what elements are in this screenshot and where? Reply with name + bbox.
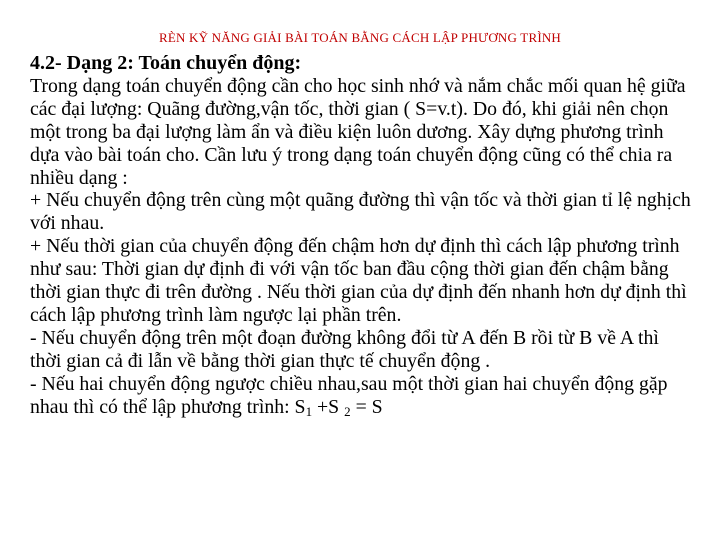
subscript-2: 2 (344, 403, 351, 419)
rule-opposite-directions (30, 373, 695, 424)
slide-content (30, 52, 695, 424)
section-heading: 4.2- Dạng 2: Toán chuyển động: (30, 52, 302, 74)
intro-paragraph: Trong dạng toán chuyển động cần cho học sinh nhớ và nắm chắc mối quan hệ giữa các đại lượng: Quãng đường,vận tốc, thời gian ( S=v.t). Do đó, khi giải nên chọn một trong ba đại lượng làm ẩn và điều kiện luôn dương. Xây dựng phương trình dựa vào bài toán cho. Cần lưu ý trong dạng toán chuyển động cũng có thể chia ra nhiều dạng : (30, 74, 686, 189)
rule-late-arrival: + Nếu thời gian của chuyển động đến chậm hơn dự định thì cách lập phương trình như sau: Thời gian dự định đi với vận tốc ban đầu cộng thời gian đến chậm bằng thời gian thực đi trên đường . Nếu thời gian của dự định đến nhanh hơn dự định thì cách lập phương trình làm ngược lại phần trên. (30, 235, 687, 326)
rule-same-distance: + Nếu chuyển động trên cùng một quãng đường thì vận tốc và thời gian tỉ lệ nghịch với nhau. (30, 189, 691, 235)
rule-opposite-end: = S (350, 395, 383, 418)
rule-round-trip: - Nếu chuyển động trên một đoạn đường không đổi từ A đến B rồi từ B về A thì thời gian cả đi lẫn về bằng thời gian thực tế chuyển động . (30, 326, 659, 372)
rule-opposite-text: - Nếu hai chuyển động ngược chiều nhau,sau một thời gian hai chuyển động gặp nhau thì có thể lập phương trình: S (30, 372, 668, 418)
rule-opposite-plus: +S (312, 395, 345, 418)
subscript-1: 1 (305, 403, 313, 419)
slide-header: RÈN KỸ NĂNG GIẢI BÀI TOÁN BẰNG CÁCH LẬP PHƯƠNG TRÌNH (158, 30, 562, 45)
